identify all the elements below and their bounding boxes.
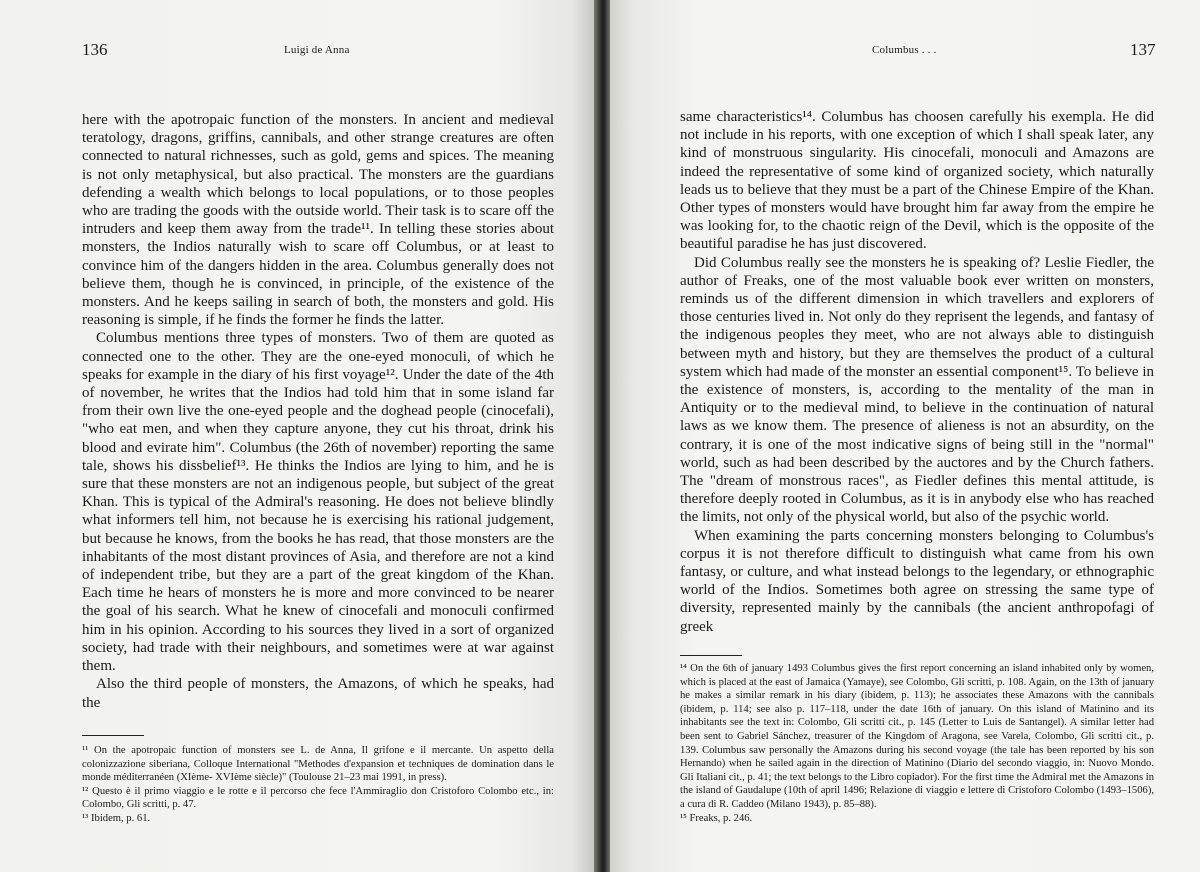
right-paragraph-2: Did Columbus really see the monsters he is speaking of? Leslie Fiedler, the author of Freaks, one of the most valuable book ever written on monsters, reminds us of the different dimension in which travellers and explorers of those centuries lived in. Not only do they reprisent the legends, and fantasy of the indigenous peoples they meet, who are not always able to distinguish between myth and history, but they are themselves the product of a cultural system which had made of the monster an essential component¹⁵. To believe in the existence of monsters, is, according to the mentality of the man in Antiquity or to the medieval mind, to believe in the continuation of natural laws as we know them. The presence of alieness is not an absurdity, on the contrary, it is one of the most indicative signs of being still in the "normal" world, such as had been described by the auctores and by the Church fathers. The "dream of monstrous races", as Fiedler defines this mental attitude, is therefore deeply rooted in Columbus, as it is in anybody else who has reached the limits, not only of the physical world, but also of the psychic world. [680,254,1154,526]
footnote-12: ¹² Questo è il primo viaggio e le rotte e il percorso che fece l'Ammiraglio don Cristoforo Colombo etc., in: Colombo, Gli scritti, p. 47. [82,785,554,811]
right-paragraph-3: When examining the parts concerning monsters belonging to Columbus's corpus it is not therefore difficult to distinguish what came from his own fantasy, or culture, and what instead belongs to the legendary, or ethnographic world of the Indios. Sometimes both agree on stressing the same type of diversity, represented mainly by the cannibals (the ancient anthropofagi of greek [680,527,1154,635]
left-paragraph-3: Also the third people of monsters, the Amazons, of which he speaks, had the [82,676,554,711]
footnote-13: ¹³ Ibidem, p. 61. [82,812,151,824]
left-footnotes [82,744,554,826]
left-paragraph-1: here with the apotropaic function of the monsters. In ancient and medieval teratology, dragons, griffins, cannibals, and other strange creatures are often connected to natural richnesses, such as gold, gems and spices. The meaning is not only metaphysical, but also practical. The monsters are the guardians defending a wealth which belongs to local populations, or to those peoples who are trading the goods with the outside world. Their task is to scare off the intruders and keep them away from the trade¹¹. In telling these stories about monsters, the Indios naturally wish to scare off Columbus, or at least to convince him of the dangers hidden in the area. Columbus generally does not believe them, though he is convinced, in principle, of the existence of the monsters. And he keeps sailing in search of both, the monsters and gold. His reasoning is simple, if he finds the former he finds the latter. [82,112,554,329]
right-paragraph-1: same characteristics¹⁴. Columbus has choosen carefully his exempla. He did not include in his reports, with one exception of which I shall speak later, any kind of monstruous singularity. His cinocefali, monoculi and Amazons are indeed the representative of some kind of organized society, which naturally leads us to believe that they must be a part of the Chinese Empire of the Khan. Other types of monsters would have brought him far away from the empire he was looking for, to the chaotic reign of the Devil, which is the opposite of the beautiful paradise he has just discovered. [680,109,1154,253]
book-gutter [594,0,610,872]
right-page [602,0,1200,872]
footnote-11: ¹¹ On the apotropaic function of monsters see L. de Anna, Il grifone e il mercante. Un aspetto della colonizzazione siberiana, Colloque International "Methodes d'expansion et techniques de domination dans le monde méditerranéen (XIème- XVIème siècle)" (Toulouse 21–23 mai 1991, in press). [82,745,554,784]
footnote-15: ¹⁵ Freaks, p. 246. [680,812,753,824]
left-page-number: 136 [82,40,108,59]
left-paragraph-2: Columbus mentions three types of monsters. Two of them are quoted as connected one to the other. They are the one-eyed monoculi, of which he speaks for example in the diary of his first voyage¹². Under the date of the 4th of november, he writes that the Indios had told him that in some island far from their own live the one-eyed people and the doghead people (cinocefali), "who eat men, and when they capture anyone, they cut his throat, drink his blood and evirate him". Columbus (the 26th of november) reporting the same tale, shows his dissbelief¹³. He thinks the Indios are lying to him, and he is sure that these monsters are not an indigenous people, but subject of the great Khan. This is typical of the Admiral's reasoning. He does not believe blindly what informers tell him, not because he is exercising his rational judgement, but because he knows, from the books he has read, that those monsters are the inhabitants of the most distant provinces of Asia, and therefore are not a kind of independent tribe, but they are a part of the great kingdom of the Khan. Each time he hears of monsters he is more and more convinced to be nearer the goal of his search. What he knew of cinocefali and monoculi confirmed him in his opinion. According to his sources they lived in a sort of organized society, had trade with their neighbours, and sometimes were at war against them. [82,330,554,675]
left-running-head: Luigi de Anna [284,44,350,56]
right-running-head: Columbus . . . [872,44,937,56]
right-footnote-rule [680,655,742,656]
left-footnote-rule [82,735,144,736]
footnote-14: ¹⁴ On the 6th of january 1493 Columbus gives the first report concerning an island inhabited only by women, which is placed at the east of Jamaica (Yamaye), see Colombo, Gli scritti, p. 108. Again, on the 13th of january he makes a similar remark in his diary (ibidem, p. 113); he associates these Amazons with the cannibals (ibidem, p. 114; see also p. 117–118, under the date 16th of january. On this island of Matinino and its inhabitants see the text in: Colombo, Gli scritti cit., p. 145 (Letter to Luis de Santangel). A similar letter had been sent to Gabriel Sánchez, treasurer of the Kingdom of Aragona, see Varela, Colombo, Gli scritti cit., p. 139. Columbus saw personally the Amazons during his second voyage (the tale has been reported by his son Hernando) when he sailed again in the direction of Matinino (Diario del secondo viaggio, in: Nuovo Mondo. Gli Italiani cit., p. 41; the text belongs to the Libro copiador). For the first time the Admiral met the Amazons in the island of Gaudalupe (10th of april 1496; Relazione di viaggio e lettere di Cristoforo Colombo (1493–1506), a cura di R. Caddeo (Milano 1943), p. 85–88). [680,663,1154,810]
right-page-number: 137 [1130,40,1156,59]
right-body-text [680,108,1154,636]
left-body-text [82,111,554,712]
right-footnotes [680,662,1154,825]
